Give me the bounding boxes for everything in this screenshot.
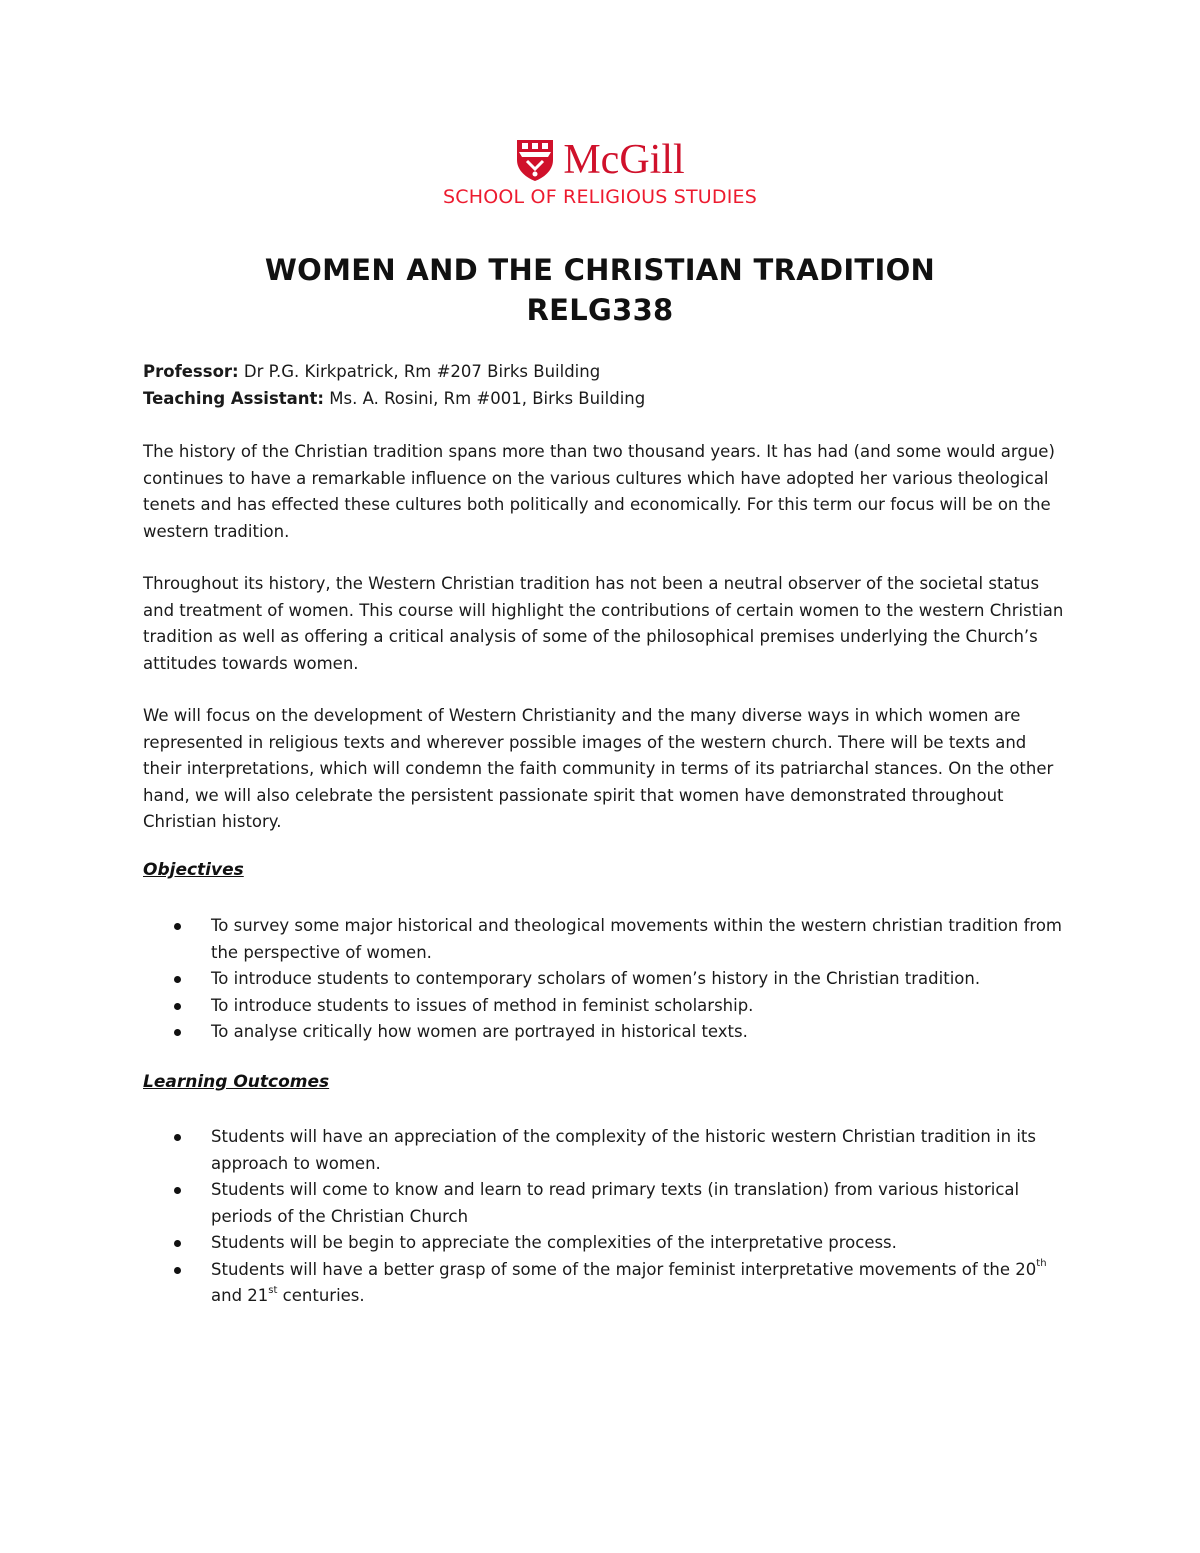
bullet-icon — [174, 923, 181, 930]
course-title-line: WOMEN AND THE CHRISTIAN TRADITION — [264, 253, 936, 287]
professor-label: Professor: — [143, 362, 239, 381]
professor-line — [143, 359, 1068, 386]
bullet-icon — [174, 1029, 181, 1036]
staff-info — [143, 359, 1068, 412]
list-item-text: To introduce students to contemporary scholars of women’s history in the Christian tradition. — [211, 969, 981, 988]
bullet-icon — [174, 1134, 181, 1141]
list-item — [143, 993, 1068, 1020]
list-item — [143, 1124, 1068, 1177]
list-item-text: To introduce students to issues of method in feminist scholarship. — [211, 995, 754, 1015]
objectives-list — [143, 913, 1068, 1046]
mcgill-wordmark: McGill — [563, 137, 685, 183]
list-item-text — [211, 1260, 1047, 1306]
list-item — [143, 1230, 1068, 1257]
list-item-text: To analyse critically how women are portrayed in historical texts. — [211, 1022, 748, 1041]
list-item — [143, 966, 1068, 993]
course-title — [0, 250, 1200, 330]
history-paragraph: Throughout its history, the Western Christian tradition has not been a neutral observer of the societal status and treatment of women. This course will highlight the contributions of certain women to the western Christian tradition as well as offering a critical analysis of some of the philosophical premises underlying the Church’s attitudes towards women. — [143, 574, 1064, 673]
list-item-text: To survey some major historical and theological movements within the western christian tradition from the perspective of women. — [211, 916, 1063, 962]
school-name: SCHOOL OF RELIGIOUS STUDIES — [442, 186, 758, 208]
bullet-icon — [174, 1240, 181, 1247]
list-item — [143, 1019, 1068, 1046]
list-item-text: Students will come to know and learn to read primary texts (in translation) from various historical periods of the Christian Church — [211, 1180, 1020, 1226]
outcomes-list — [143, 1124, 1068, 1310]
objectives-heading: Objectives — [143, 860, 244, 880]
mcgill-crest-icon — [515, 138, 555, 182]
list-item-text: Students will have an appreciation of the complexity of the historic western Christian tradition in its approach to women. — [211, 1127, 1036, 1173]
bullet-icon — [174, 1187, 181, 1194]
outcome-text-b: and 21 — [211, 1286, 269, 1305]
focus-paragraph: We will focus on the development of Western Christianity and the many diverse ways in which women are represented in religious texts and wherever possible images of the western church. There will be texts and their interpretations, which will condemn the faith community in terms of its patriarchal stances. On the other hand, we will also celebrate the persistent passionate spirit that women have demonstrated throughout Christian history. — [143, 706, 1054, 831]
ta-label: Teaching Assistant: — [143, 388, 325, 408]
outcome-text-a: Students will have a better grasp of some of the major feminist interpretative movements of the 20 — [211, 1259, 1037, 1279]
ta-value: Ms. A. Rosini, Rm #001, Birks Building — [324, 388, 646, 408]
intro-paragraph: The history of the Christian tradition spans more than two thousand years. It has had (and some would argue) continues to have a remarkable influence on the various cultures which have adopted her various theological tenets and has effected these cultures both politically and economically. For this term our focus will be on the western tradition. — [143, 442, 1055, 541]
bullet-icon — [174, 976, 181, 983]
mcgill-logo — [0, 138, 1200, 182]
list-item — [143, 1177, 1068, 1230]
list-item — [143, 913, 1068, 966]
ordinal-suffix: st — [268, 1284, 278, 1296]
list-item — [143, 1257, 1068, 1310]
course-code: RELG338 — [526, 293, 674, 327]
professor-value: Dr P.G. Kirkpatrick, Rm #207 Birks Building — [238, 362, 601, 381]
outcome-text-c: centuries. — [277, 1286, 365, 1305]
bullet-icon — [174, 1267, 181, 1274]
list-item-text: Students will be begin to appreciate the complexities of the interpretative process. — [211, 1233, 897, 1252]
ta-line — [143, 386, 1068, 413]
bullet-icon — [174, 1003, 181, 1010]
ordinal-suffix: th — [1036, 1258, 1047, 1269]
learning-outcomes-heading: Learning Outcomes — [143, 1072, 330, 1092]
